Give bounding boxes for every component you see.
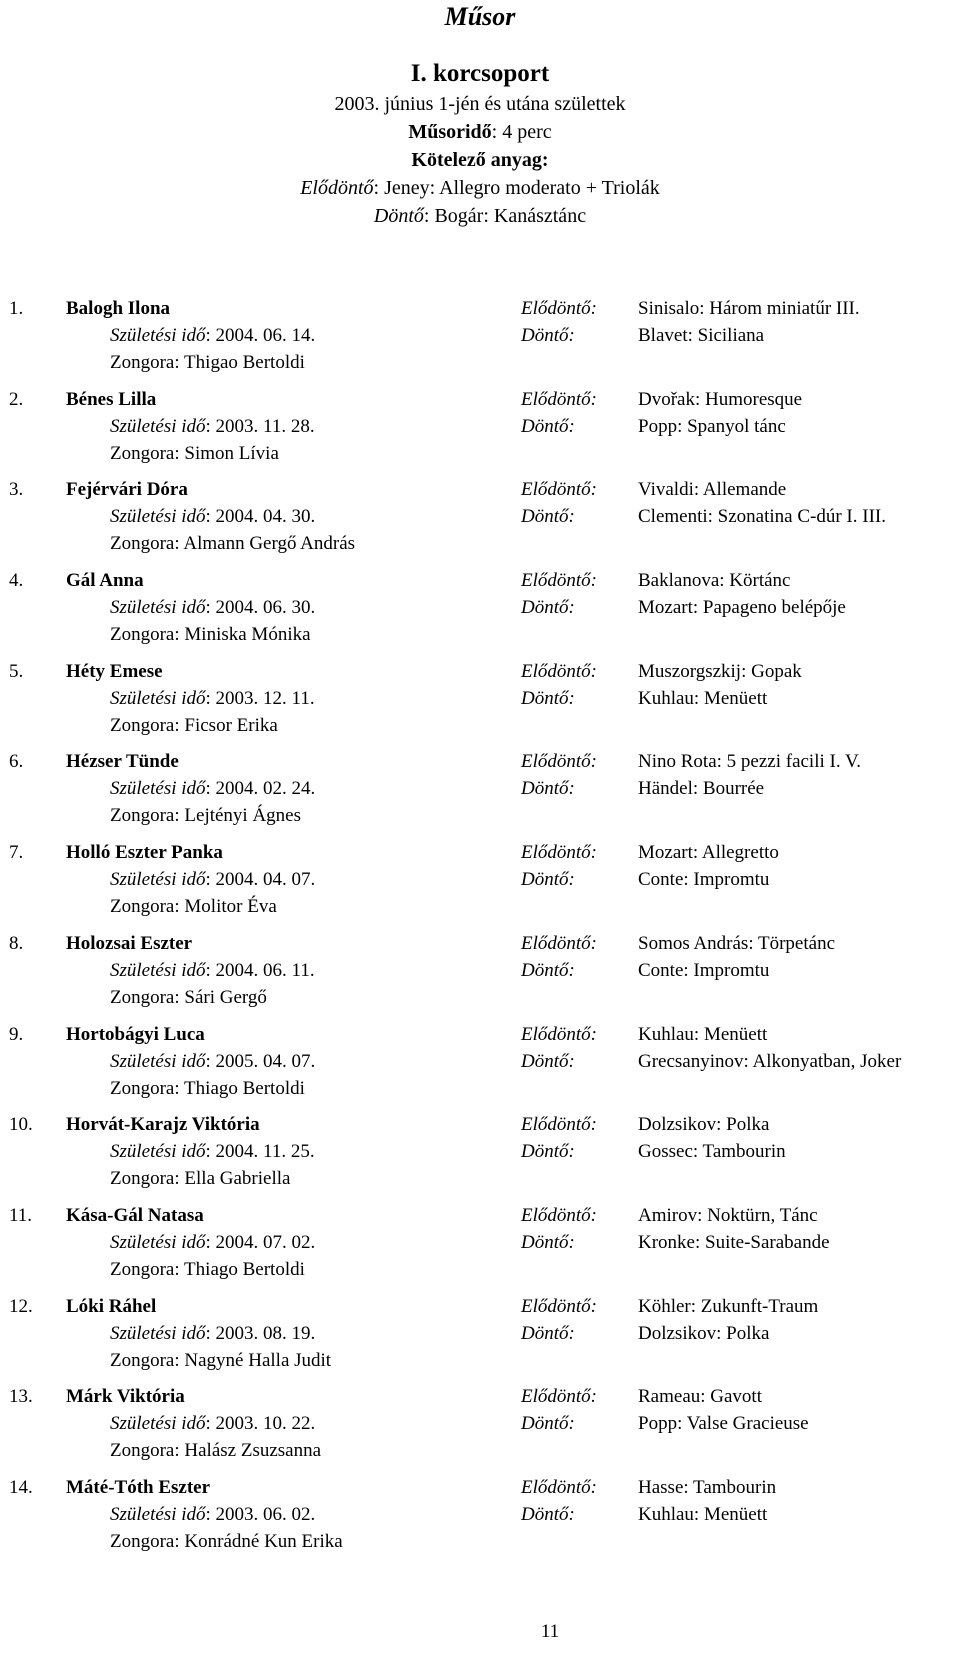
mandatory-heading: Kötelező anyag: — [411, 149, 549, 171]
pianist-label: Zongora — [110, 1440, 175, 1462]
final-round-label: Döntő: — [521, 1141, 575, 1163]
final-round-label: Döntő: — [521, 1231, 575, 1253]
final-round-label: Döntő: — [521, 1503, 575, 1525]
prelim-piece: Baklanova: Körtánc — [638, 570, 791, 592]
pianist-label: Zongora — [110, 1349, 175, 1371]
pianist-label: Zongora — [110, 624, 175, 646]
duration-line — [0, 118, 960, 146]
pianist — [110, 1168, 290, 1190]
prelim-round-label: Elődöntő: — [521, 298, 597, 319]
birth-date-label: Születési idő — [110, 959, 206, 981]
performer-name: Héty Emese — [66, 660, 163, 682]
pianist — [110, 443, 279, 465]
list-item — [0, 1024, 960, 1115]
final-round-label: Döntő: — [521, 1322, 575, 1344]
birth-date-value: : 2004. 06. 11. — [205, 959, 315, 981]
birth-date — [110, 597, 315, 619]
birth-date-label: Születési idő — [110, 597, 206, 619]
entry-number: 5. — [9, 660, 24, 682]
entry-number: 10. — [9, 1114, 33, 1136]
page-number: 11 — [540, 1621, 560, 1642]
list-item — [0, 1205, 960, 1296]
age-group-title: I. korcsoport — [410, 60, 550, 87]
duration-value: : 4 perc — [491, 121, 552, 143]
performer-name: Hortobágyi Luca — [66, 1023, 205, 1045]
final-round-label: Döntő: — [521, 869, 575, 891]
prelim-round-label: Elődöntő: — [521, 1476, 597, 1498]
entry-number: 3. — [9, 479, 24, 501]
prelim-piece: Muszorgszkij: Gopak — [638, 660, 802, 682]
pianist — [110, 1259, 305, 1281]
birth-date-value: : 2003. 11. 28. — [205, 415, 315, 437]
pianist-value: : Halász Zsuzsanna — [174, 1440, 322, 1462]
birth-date-label: Születési idő — [110, 1141, 206, 1163]
pianist-value: : Miniska Mónika — [174, 624, 311, 646]
final-piece: Kuhlau: Menüett — [638, 687, 768, 709]
pianist — [110, 805, 301, 827]
prelim-label: Elődöntő — [300, 177, 374, 199]
performer-name: Balogh Ilona — [66, 298, 171, 319]
birth-date-label: Születési idő — [110, 778, 206, 800]
performer-name: Fejérvári Dóra — [66, 479, 188, 501]
final-label: Döntő — [373, 205, 424, 227]
entry-number: 2. — [9, 388, 24, 410]
birth-date — [110, 1051, 315, 1073]
prelim-round-label: Elődöntő: — [521, 751, 597, 773]
birth-date-label: Születési idő — [110, 506, 206, 528]
page-title: Műsor — [444, 2, 516, 31]
birth-date-value: : 2004. 04. 07. — [205, 869, 316, 891]
list-item — [0, 933, 960, 1024]
birth-date-value: : 2003. 12. 11. — [205, 687, 315, 709]
prelim-round-label: Elődöntő: — [521, 388, 597, 410]
pianist-label: Zongora — [110, 1530, 175, 1552]
final-round-label: Döntő: — [521, 325, 575, 346]
entry-number: 7. — [9, 842, 24, 864]
final-round-label: Döntő: — [521, 1413, 575, 1435]
prelim-piece: Mozart: Allegretto — [638, 842, 779, 864]
final-piece: Grecsanyinov: Alkonyatban, Joker — [638, 1050, 902, 1072]
category-header — [0, 58, 960, 230]
birth-date — [110, 960, 315, 982]
list-item — [0, 751, 960, 842]
pianist-value: : Simon Lívia — [174, 442, 279, 464]
final-piece: Mozart: Papageno belépője — [638, 597, 846, 619]
final-piece: Händel: Bourrée — [638, 778, 765, 800]
final-piece: Conte: Impromtu — [638, 869, 770, 891]
birth-date — [110, 688, 315, 710]
prelim-piece: Vivaldi: Allemande — [638, 479, 787, 501]
list-item — [0, 661, 960, 752]
performer-name: Gál Anna — [66, 570, 144, 592]
birth-date-value: : 2004. 06. 30. — [205, 597, 316, 619]
pianist — [110, 1440, 321, 1462]
final-round-label: Döntő: — [521, 778, 575, 800]
pianist-label: Zongora — [110, 1258, 175, 1280]
performer-name: Máté-Tóth Eszter — [66, 1476, 211, 1498]
birth-date-value: : 2003. 08. 19. — [205, 1322, 316, 1344]
birth-date-label: Születési idő — [110, 1322, 206, 1344]
performer-name: Holló Eszter Panka — [66, 842, 223, 864]
prelim-piece: Nino Rota: 5 pezzi facili I. V. — [638, 751, 862, 773]
final-round-label: Döntő: — [521, 1050, 575, 1072]
list-item — [0, 1296, 960, 1387]
performer-name: Hézser Tünde — [66, 751, 179, 773]
entry-number: 12. — [9, 1295, 33, 1317]
birth-date-value: : 2004. 04. 30. — [205, 506, 316, 528]
performer-name: Bénes Lilla — [66, 388, 157, 410]
pianist — [110, 987, 267, 1009]
final-round-label: Döntő: — [521, 959, 575, 981]
pianist-value: : Thiago Bertoldi — [174, 1077, 305, 1099]
performer-name: Holozsai Eszter — [66, 932, 193, 954]
pianist — [110, 533, 355, 555]
pianist-value: : Molitor Éva — [174, 896, 277, 918]
birth-date-label: Születési idő — [110, 325, 206, 346]
prelim-piece: Rameau: Gavott — [638, 1386, 762, 1408]
entry-number: 13. — [9, 1386, 33, 1408]
prelim-round-label: Elődöntő: — [521, 660, 597, 682]
pianist-label: Zongora — [110, 1168, 175, 1190]
birth-date-label: Születési idő — [110, 869, 206, 891]
birth-date-value: : 2004. 07. 02. — [205, 1231, 316, 1253]
entry-number: 8. — [9, 932, 24, 954]
final-piece: Clementi: Szonatina C-dúr I. III. — [638, 506, 886, 528]
list-item — [0, 842, 960, 933]
prelim-piece: Dolzsikov: Polka — [638, 1114, 770, 1136]
pianist — [110, 1078, 305, 1100]
final-round-label: Döntő: — [521, 687, 575, 709]
birth-date — [110, 1413, 315, 1435]
list-item — [0, 1114, 960, 1205]
final-round-label: Döntő: — [521, 415, 575, 437]
pianist-value: : Nagyné Halla Judit — [174, 1349, 332, 1371]
birth-date — [110, 1504, 315, 1526]
prelim-piece: Hasse: Tambourin — [638, 1476, 777, 1498]
birth-date — [110, 1232, 315, 1254]
final-piece: Popp: Valse Gracieuse — [638, 1413, 809, 1435]
prelim-line — [0, 174, 960, 202]
performer-name: Kása-Gál Natasa — [66, 1204, 204, 1226]
list-item — [0, 298, 960, 389]
pianist-label: Zongora — [110, 533, 175, 555]
final-value: : Bogár: Kanásztánc — [423, 205, 587, 227]
prelim-round-label: Elődöntő: — [521, 1295, 597, 1317]
entry-number: 1. — [9, 298, 24, 319]
pianist-value: : Thigao Bertoldi — [174, 352, 305, 373]
prelim-round-label: Elődöntő: — [521, 842, 597, 864]
performer-name: Horvát-Karajz Viktória — [66, 1114, 260, 1136]
final-piece: Blavet: Siciliana — [638, 325, 765, 346]
pianist-value: : Ella Gabriella — [174, 1168, 291, 1190]
pianist-value: : Almann Gergő András — [174, 533, 356, 555]
list-item — [0, 1386, 960, 1477]
birth-date-label: Születési idő — [110, 415, 206, 437]
birth-date — [110, 869, 315, 891]
prelim-piece: Kuhlau: Menüett — [638, 1023, 768, 1045]
prelim-round-label: Elődöntő: — [521, 1023, 597, 1045]
final-piece: Gossec: Tambourin — [638, 1141, 786, 1163]
performer-name: Lóki Ráhel — [66, 1295, 157, 1317]
birth-date — [110, 778, 315, 800]
list-item — [0, 570, 960, 661]
final-line — [0, 202, 960, 230]
pianist-value: : Ficsor Erika — [174, 714, 278, 736]
birth-date-label: Születési idő — [110, 1413, 206, 1435]
birth-date-value: : 2004. 11. 25. — [205, 1141, 315, 1163]
prelim-value: : Jeney: Allegro moderato + Triolák — [373, 177, 660, 199]
prelim-round-label: Elődöntő: — [521, 1114, 597, 1136]
pianist — [110, 715, 278, 737]
pianist-label: Zongora — [110, 714, 175, 736]
prelim-piece: Dvořak: Humoresque — [638, 388, 803, 410]
pianist — [110, 352, 305, 374]
performer-name: Márk Viktória — [66, 1386, 185, 1408]
pianist-label: Zongora — [110, 986, 175, 1008]
pianist — [110, 896, 277, 918]
pianist-label: Zongora — [110, 442, 175, 464]
pianist-label: Zongora — [110, 1077, 175, 1099]
prelim-round-label: Elődöntő: — [521, 479, 597, 501]
list-item — [0, 389, 960, 480]
pianist-label: Zongora — [110, 805, 175, 827]
birth-date-value: : 2004. 06. 14. — [205, 325, 316, 346]
pianist-label: Zongora — [110, 896, 175, 918]
final-piece: Kuhlau: Menüett — [638, 1503, 768, 1525]
duration-label: Műsoridő — [408, 121, 492, 143]
entry-number: 11. — [9, 1204, 33, 1226]
birth-date-label: Születési idő — [110, 687, 206, 709]
birth-date-value: : 2003. 06. 02. — [205, 1503, 316, 1525]
prelim-round-label: Elődöntő: — [521, 570, 597, 592]
final-piece: Conte: Impromtu — [638, 959, 770, 981]
prelim-round-label: Elődöntő: — [521, 1204, 597, 1226]
pianist-value: : Sári Gergő — [174, 986, 267, 1008]
pianist-value: : Lejtényi Ágnes — [174, 805, 302, 827]
birth-date-label: Születési idő — [110, 1231, 206, 1253]
pianist — [110, 1350, 331, 1372]
birth-date — [110, 506, 315, 528]
birth-date — [110, 1141, 315, 1163]
entry-list — [0, 298, 960, 1568]
list-item — [0, 479, 960, 570]
prelim-piece: Köhler: Zukunft-Traum — [638, 1295, 819, 1317]
prelim-piece: Somos András: Törpetánc — [638, 932, 836, 954]
pianist — [110, 624, 311, 646]
prelim-round-label: Elődöntő: — [521, 932, 597, 954]
birth-date — [110, 416, 315, 438]
final-round-label: Döntő: — [521, 597, 575, 619]
entry-number: 6. — [9, 751, 24, 773]
final-piece: Dolzsikov: Polka — [638, 1322, 770, 1344]
birth-date — [110, 325, 315, 347]
final-piece: Popp: Spanyol tánc — [638, 415, 786, 437]
list-item — [0, 1477, 960, 1568]
pianist-value: : Konrádné Kun Erika — [174, 1530, 343, 1552]
pianist — [110, 1531, 343, 1553]
entry-number: 14. — [9, 1476, 33, 1498]
prelim-piece: Amirov: Noktürn, Tánc — [638, 1204, 818, 1226]
birth-date-label: Születési idő — [110, 1503, 206, 1525]
final-round-label: Döntő: — [521, 506, 575, 528]
entry-number: 4. — [9, 570, 24, 592]
pianist-value: : Thiago Bertoldi — [174, 1258, 305, 1280]
birth-condition: 2003. június 1-jén és utána születtek — [334, 93, 626, 115]
birth-date-value: : 2003. 10. 22. — [205, 1413, 316, 1435]
prelim-round-label: Elődöntő: — [521, 1386, 597, 1408]
birth-date-label: Születési idő — [110, 1050, 206, 1072]
birth-date — [110, 1323, 315, 1345]
entry-number: 9. — [9, 1023, 24, 1045]
final-piece: Kronke: Suite-Sarabande — [638, 1231, 830, 1253]
birth-date-value: : 2004. 02. 24. — [205, 778, 316, 800]
prelim-piece: Sinisalo: Három miniatűr III. — [638, 298, 860, 319]
birth-date-value: : 2005. 04. 07. — [205, 1050, 316, 1072]
pianist-label: Zongora — [110, 352, 175, 373]
